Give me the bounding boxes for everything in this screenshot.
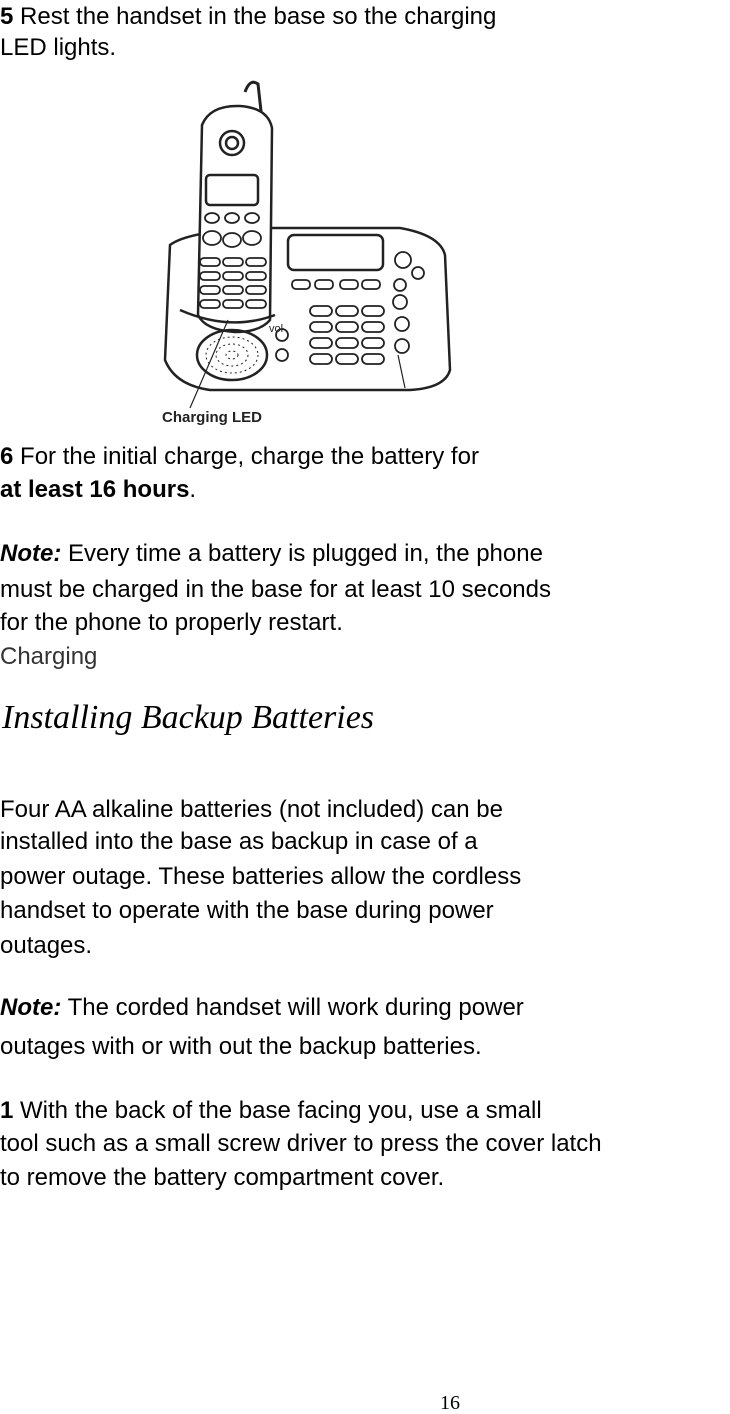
intro-line4: handset to operate with the base during power [0,897,494,924]
step-text: For the initial charge, charge the battery for [20,443,479,470]
section-heading: Installing Backup Batteries [2,699,375,736]
step6-line1 [0,440,479,473]
intro-line2: installed into the base as backup in case of a [0,828,478,855]
step5-line1 [0,0,496,33]
phone-charging-illustration [150,70,460,430]
step1-line1 [0,1094,542,1127]
step6-tail: . [189,476,197,503]
step1-line2: tool such as a small screw driver to press the cover latch [0,1130,602,1157]
intro-line3: power outage. These batteries allow the cordless [0,863,522,890]
note1-line2: must be charged in the base for at least 10 seconds [0,576,552,603]
note-label: Note: [0,540,62,567]
step-number: 6 [0,443,14,470]
step-number: 5 [0,3,14,30]
charging-label: Charging [0,643,98,670]
note1-line1 [0,537,543,570]
note2-line2: outages with or with out the backup batteries. [0,1033,482,1060]
intro-line1: Four AA alkaline batteries (not included) can be [0,796,503,823]
page-number: 16 [440,1392,460,1414]
step5-line2: LED lights. [0,34,117,61]
note-label: Note: [0,994,62,1021]
intro-line5: outages. [0,932,93,959]
note1-line3: for the phone to properly restart. [0,609,343,636]
step6-line2 [0,473,196,506]
step1-line3: to remove the battery compartment cover. [0,1164,445,1191]
note-text: The corded handset will work during power [67,994,524,1021]
vol-label: vol [269,323,284,335]
step-text: Rest the handset in the base so the charging [20,3,497,30]
step6-bold: at least 16 hours [0,476,190,503]
charging-led-label: Charging LED [162,409,262,426]
note-text: Every time a battery is plugged in, the phone [68,540,543,567]
step-text: With the back of the base facing you, use a small [20,1097,542,1124]
step-number: 1 [0,1097,14,1124]
note2-line1 [0,991,524,1024]
